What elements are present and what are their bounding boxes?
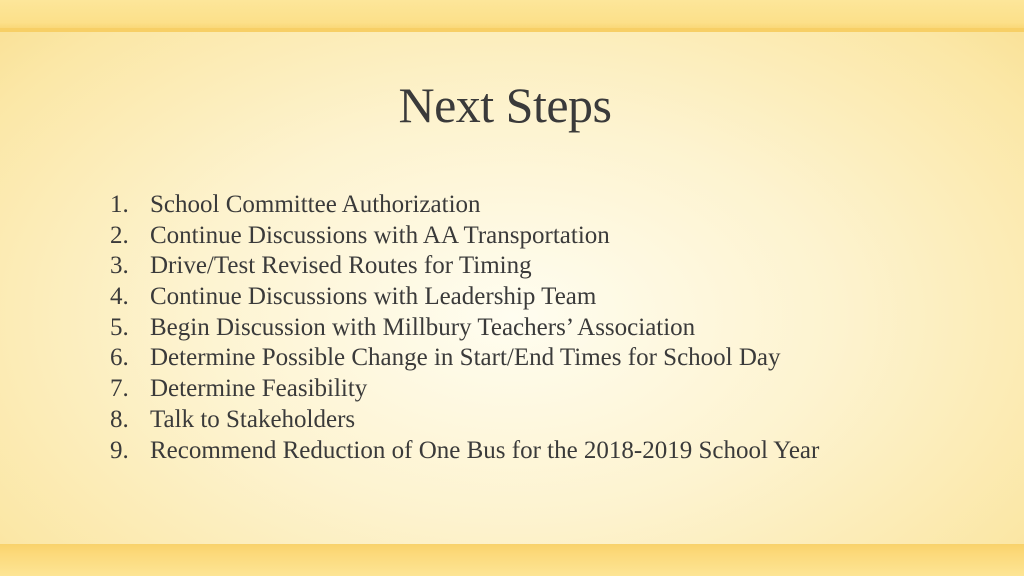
step-number: 4.: [110, 283, 129, 311]
step-text: Determine Possible Change in Start/End Times for School Day: [150, 344, 781, 372]
step-text: Recommend Reduction of One Bus for the 2018-2019 School Year: [150, 436, 820, 464]
step-text: Continue Discussions with Leadership Team: [150, 283, 597, 311]
step-number: 2.: [110, 221, 129, 249]
slide-title: Next Steps: [398, 77, 612, 133]
bottom-band: [0, 544, 1024, 576]
step-text: School Committee Authorization: [150, 191, 481, 218]
step-item: [110, 436, 819, 467]
step-number: 9.: [110, 436, 129, 464]
step-text: Continue Discussions with AA Transportation: [150, 221, 610, 249]
step-item: [110, 405, 819, 436]
step-item: [110, 313, 819, 344]
step-item: [110, 251, 819, 282]
step-item: [110, 282, 819, 313]
step-number: 7.: [110, 375, 129, 403]
step-number: 8.: [110, 405, 129, 433]
step-item: [110, 190, 819, 221]
steps-list: [110, 190, 819, 466]
step-text: Talk to Stakeholders: [150, 405, 356, 433]
step-item: [110, 221, 819, 252]
step-text: Begin Discussion with Millbury Teachers’ Association: [150, 313, 696, 341]
step-item: [110, 374, 819, 405]
step-number: 3.: [110, 252, 129, 280]
step-number: 6.: [110, 344, 129, 372]
step-item: [110, 343, 819, 374]
step-text: Drive/Test Revised Routes for Timing: [150, 252, 532, 280]
step-number: 5.: [110, 313, 129, 341]
step-number: 1.: [110, 191, 129, 218]
step-text: Determine Feasibility: [150, 375, 368, 403]
top-band-edge: [0, 28, 1024, 32]
